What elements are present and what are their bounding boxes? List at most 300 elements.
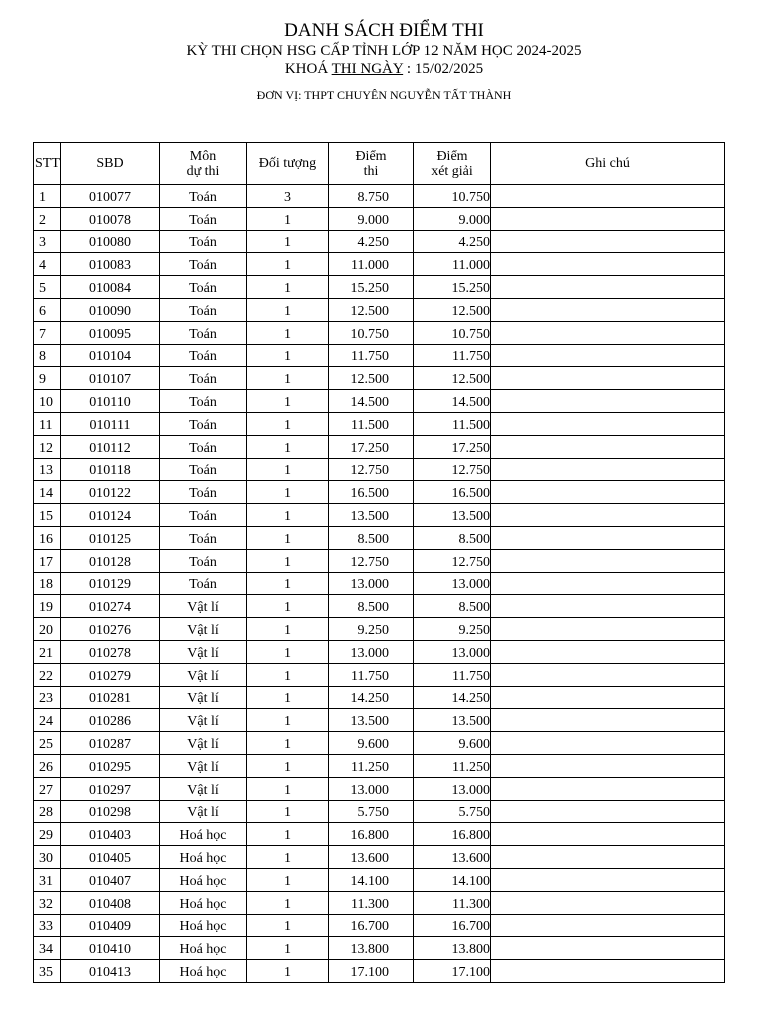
cell-notes (491, 253, 725, 276)
cell-notes (491, 207, 725, 230)
table-row (34, 458, 725, 481)
cell-stt: 1 (34, 185, 61, 208)
cell-stt: 15 (34, 504, 61, 527)
cell-notes (491, 618, 725, 641)
table-row (34, 777, 725, 800)
cell-category: 1 (247, 458, 329, 481)
award-header-line2: xét giải (431, 163, 473, 179)
cell-notes (491, 663, 725, 686)
cell-score: 14.100 (329, 868, 414, 891)
cell-score: 12.500 (329, 367, 414, 390)
col-header-award-score (414, 143, 491, 185)
cell-award-score: 14.100 (414, 868, 491, 891)
cell-award-score: 12.500 (414, 367, 491, 390)
course-date-value: : 15/02/2025 (403, 61, 484, 77)
col-header-subject (160, 143, 247, 185)
cell-subject: Toán (160, 367, 247, 390)
cell-notes (491, 526, 725, 549)
cell-category: 1 (247, 321, 329, 344)
cell-award-score: 11.250 (414, 754, 491, 777)
col-header-notes: Ghi chú (491, 143, 725, 185)
cell-subject: Hoá học (160, 846, 247, 869)
cell-notes (491, 595, 725, 618)
cell-award-score: 10.750 (414, 321, 491, 344)
cell-stt: 9 (34, 367, 61, 390)
cell-stt: 16 (34, 526, 61, 549)
subject-header-line1: Môn (189, 148, 217, 164)
cell-category: 1 (247, 868, 329, 891)
table-row (34, 937, 725, 960)
cell-score: 13.800 (329, 937, 414, 960)
table-row (34, 595, 725, 618)
cell-sbd: 010405 (61, 846, 160, 869)
cell-stt: 22 (34, 663, 61, 686)
cell-category: 1 (247, 686, 329, 709)
cell-score: 16.800 (329, 823, 414, 846)
table-row (34, 686, 725, 709)
cell-stt: 3 (34, 230, 61, 253)
cell-notes (491, 937, 725, 960)
cell-category: 1 (247, 777, 329, 800)
cell-category: 1 (247, 914, 329, 937)
cell-category: 1 (247, 504, 329, 527)
cell-award-score: 9.250 (414, 618, 491, 641)
cell-sbd: 010409 (61, 914, 160, 937)
cell-notes (491, 823, 725, 846)
table-row (34, 754, 725, 777)
cell-stt: 26 (34, 754, 61, 777)
cell-subject: Toán (160, 207, 247, 230)
cell-category: 1 (247, 800, 329, 823)
table-row (34, 207, 725, 230)
award-header-line1: Điểm (436, 148, 468, 164)
cell-stt: 18 (34, 572, 61, 595)
cell-sbd: 010122 (61, 481, 160, 504)
cell-score: 12.500 (329, 298, 414, 321)
cell-award-score: 15.250 (414, 276, 491, 299)
cell-stt: 34 (34, 937, 61, 960)
cell-stt: 2 (34, 207, 61, 230)
cell-score: 13.000 (329, 777, 414, 800)
cell-category: 1 (247, 618, 329, 641)
cell-sbd: 010295 (61, 754, 160, 777)
cell-subject: Toán (160, 321, 247, 344)
cell-sbd: 010408 (61, 891, 160, 914)
cell-score: 4.250 (329, 230, 414, 253)
table-row (34, 549, 725, 572)
cell-subject: Toán (160, 253, 247, 276)
cell-subject: Toán (160, 458, 247, 481)
cell-award-score: 12.750 (414, 549, 491, 572)
cell-score: 11.500 (329, 412, 414, 435)
cell-subject: Hoá học (160, 937, 247, 960)
cell-category: 1 (247, 960, 329, 983)
cell-sbd: 010410 (61, 937, 160, 960)
cell-notes (491, 230, 725, 253)
cell-notes (491, 891, 725, 914)
table-row (34, 618, 725, 641)
cell-stt: 10 (34, 390, 61, 413)
cell-subject: Toán (160, 435, 247, 458)
cell-award-score: 9.600 (414, 732, 491, 755)
cell-award-score: 10.750 (414, 185, 491, 208)
cell-award-score: 12.750 (414, 458, 491, 481)
cell-award-score: 13.600 (414, 846, 491, 869)
cell-notes (491, 344, 725, 367)
cell-category: 1 (247, 823, 329, 846)
cell-notes (491, 549, 725, 572)
table-row (34, 663, 725, 686)
cell-stt: 28 (34, 800, 61, 823)
cell-stt: 19 (34, 595, 61, 618)
cell-category: 1 (247, 754, 329, 777)
cell-stt: 12 (34, 435, 61, 458)
cell-score: 15.250 (329, 276, 414, 299)
cell-subject: Hoá học (160, 891, 247, 914)
cell-notes (491, 185, 725, 208)
cell-sbd: 010112 (61, 435, 160, 458)
cell-score: 11.300 (329, 891, 414, 914)
cell-notes (491, 686, 725, 709)
table-row (34, 800, 725, 823)
school-unit: ĐƠN VỊ: THPT CHUYÊN NGUYỄN TẤT THÀNH (256, 88, 512, 102)
table-row (34, 412, 725, 435)
cell-category: 1 (247, 298, 329, 321)
cell-score: 13.500 (329, 504, 414, 527)
cell-stt: 27 (34, 777, 61, 800)
cell-category: 1 (247, 595, 329, 618)
cell-notes (491, 390, 725, 413)
cell-notes (491, 298, 725, 321)
cell-subject: Toán (160, 185, 247, 208)
cell-subject: Toán (160, 481, 247, 504)
cell-award-score: 14.250 (414, 686, 491, 709)
cell-award-score: 17.250 (414, 435, 491, 458)
cell-notes (491, 868, 725, 891)
cell-sbd: 010276 (61, 618, 160, 641)
table-row (34, 526, 725, 549)
cell-category: 1 (247, 412, 329, 435)
cell-subject: Vật lí (160, 686, 247, 709)
cell-sbd: 010095 (61, 321, 160, 344)
cell-award-score: 13.000 (414, 572, 491, 595)
cell-subject: Vật lí (160, 709, 247, 732)
table-row (34, 572, 725, 595)
cell-subject: Vật lí (160, 777, 247, 800)
cell-category: 1 (247, 640, 329, 663)
cell-award-score: 14.500 (414, 390, 491, 413)
cell-award-score: 17.100 (414, 960, 491, 983)
cell-category: 1 (247, 937, 329, 960)
exam-subtitle: KỲ THI CHỌN HSG CẤP TỈNH LỚP 12 NĂM HỌC 2024-2025 (186, 43, 582, 59)
table-row (34, 709, 725, 732)
cell-score: 16.700 (329, 914, 414, 937)
cell-score: 13.600 (329, 846, 414, 869)
cell-notes (491, 914, 725, 937)
cell-stt: 31 (34, 868, 61, 891)
cell-subject: Toán (160, 504, 247, 527)
cell-category: 1 (247, 230, 329, 253)
exam-course-line (0, 61, 768, 78)
cell-notes (491, 800, 725, 823)
score-header-line2: thi (363, 163, 379, 179)
cell-award-score: 9.000 (414, 207, 491, 230)
table-row (34, 367, 725, 390)
table-row (34, 732, 725, 755)
cell-stt: 25 (34, 732, 61, 755)
cell-subject: Toán (160, 412, 247, 435)
cell-notes (491, 846, 725, 869)
cell-award-score: 16.700 (414, 914, 491, 937)
table-row (34, 435, 725, 458)
table-row (34, 390, 725, 413)
table-row (34, 504, 725, 527)
cell-score: 17.250 (329, 435, 414, 458)
cell-award-score: 13.000 (414, 640, 491, 663)
cell-stt: 4 (34, 253, 61, 276)
cell-stt: 30 (34, 846, 61, 869)
cell-sbd: 010298 (61, 800, 160, 823)
cell-subject: Toán (160, 526, 247, 549)
subject-header-line2: dự thi (186, 163, 220, 179)
cell-score: 16.500 (329, 481, 414, 504)
cell-award-score: 13.800 (414, 937, 491, 960)
table-row (34, 823, 725, 846)
cell-notes (491, 960, 725, 983)
cell-notes (491, 732, 725, 755)
cell-sbd: 010080 (61, 230, 160, 253)
cell-sbd: 010403 (61, 823, 160, 846)
cell-sbd: 010413 (61, 960, 160, 983)
cell-score: 8.500 (329, 526, 414, 549)
cell-subject: Toán (160, 572, 247, 595)
cell-award-score: 11.300 (414, 891, 491, 914)
cell-category: 1 (247, 846, 329, 869)
cell-subject: Toán (160, 549, 247, 572)
cell-category: 1 (247, 276, 329, 299)
cell-notes (491, 504, 725, 527)
cell-award-score: 5.750 (414, 800, 491, 823)
cell-award-score: 16.800 (414, 823, 491, 846)
course-prefix: KHOÁ (284, 61, 332, 77)
cell-category: 1 (247, 663, 329, 686)
cell-sbd: 010129 (61, 572, 160, 595)
cell-subject: Toán (160, 344, 247, 367)
cell-score: 9.600 (329, 732, 414, 755)
cell-score: 8.500 (329, 595, 414, 618)
cell-stt: 6 (34, 298, 61, 321)
col-header-category: Đối tượng (247, 143, 329, 185)
table-row (34, 298, 725, 321)
cell-category: 1 (247, 481, 329, 504)
table-row (34, 230, 725, 253)
cell-stt: 20 (34, 618, 61, 641)
cell-subject: Hoá học (160, 960, 247, 983)
cell-sbd: 010287 (61, 732, 160, 755)
col-header-sbd: SBD (61, 143, 160, 185)
cell-notes (491, 481, 725, 504)
cell-score: 14.500 (329, 390, 414, 413)
cell-award-score: 11.750 (414, 663, 491, 686)
cell-sbd: 010278 (61, 640, 160, 663)
cell-award-score: 11.750 (414, 344, 491, 367)
cell-stt: 35 (34, 960, 61, 983)
cell-notes (491, 321, 725, 344)
cell-category: 1 (247, 526, 329, 549)
table-row (34, 640, 725, 663)
cell-notes (491, 458, 725, 481)
cell-sbd: 010279 (61, 663, 160, 686)
cell-subject: Toán (160, 298, 247, 321)
cell-sbd: 010407 (61, 868, 160, 891)
col-header-score (329, 143, 414, 185)
cell-sbd: 010274 (61, 595, 160, 618)
cell-notes (491, 276, 725, 299)
table-row (34, 846, 725, 869)
cell-score: 9.000 (329, 207, 414, 230)
table-row (34, 344, 725, 367)
cell-stt: 29 (34, 823, 61, 846)
cell-sbd: 010104 (61, 344, 160, 367)
col-header-stt: STT (34, 143, 61, 185)
cell-score: 12.750 (329, 549, 414, 572)
cell-notes (491, 572, 725, 595)
cell-subject: Hoá học (160, 868, 247, 891)
table-row (34, 868, 725, 891)
cell-score: 12.750 (329, 458, 414, 481)
cell-score: 17.100 (329, 960, 414, 983)
table-row (34, 960, 725, 983)
cell-notes (491, 412, 725, 435)
cell-category: 3 (247, 185, 329, 208)
cell-award-score: 11.000 (414, 253, 491, 276)
cell-sbd: 010077 (61, 185, 160, 208)
cell-category: 1 (247, 367, 329, 390)
cell-category: 1 (247, 390, 329, 413)
cell-category: 1 (247, 709, 329, 732)
cell-award-score: 13.500 (414, 504, 491, 527)
cell-award-score: 13.500 (414, 709, 491, 732)
cell-sbd: 010083 (61, 253, 160, 276)
cell-award-score: 8.500 (414, 526, 491, 549)
cell-score: 13.500 (329, 709, 414, 732)
cell-sbd: 010124 (61, 504, 160, 527)
cell-score: 11.750 (329, 344, 414, 367)
cell-subject: Toán (160, 390, 247, 413)
cell-notes (491, 367, 725, 390)
table-row (34, 891, 725, 914)
cell-subject: Vật lí (160, 640, 247, 663)
cell-award-score: 4.250 (414, 230, 491, 253)
cell-score: 8.750 (329, 185, 414, 208)
cell-category: 1 (247, 253, 329, 276)
cell-subject: Hoá học (160, 914, 247, 937)
cell-award-score: 13.000 (414, 777, 491, 800)
cell-stt: 23 (34, 686, 61, 709)
cell-subject: Toán (160, 276, 247, 299)
table-row (34, 253, 725, 276)
cell-notes (491, 777, 725, 800)
cell-category: 1 (247, 891, 329, 914)
cell-category: 1 (247, 435, 329, 458)
cell-score: 14.250 (329, 686, 414, 709)
cell-stt: 7 (34, 321, 61, 344)
cell-stt: 33 (34, 914, 61, 937)
cell-score: 11.250 (329, 754, 414, 777)
cell-score: 11.000 (329, 253, 414, 276)
cell-sbd: 010084 (61, 276, 160, 299)
cell-stt: 13 (34, 458, 61, 481)
cell-sbd: 010118 (61, 458, 160, 481)
score-table (33, 142, 725, 983)
cell-subject: Hoá học (160, 823, 247, 846)
cell-sbd: 010281 (61, 686, 160, 709)
cell-award-score: 8.500 (414, 595, 491, 618)
cell-subject: Vật lí (160, 595, 247, 618)
cell-score: 13.000 (329, 572, 414, 595)
cell-stt: 14 (34, 481, 61, 504)
cell-subject: Vật lí (160, 754, 247, 777)
page-title: DANH SÁCH ĐIỂM THI (284, 20, 484, 41)
table-row (34, 321, 725, 344)
table-row (34, 276, 725, 299)
cell-category: 1 (247, 207, 329, 230)
cell-notes (491, 640, 725, 663)
cell-category: 1 (247, 344, 329, 367)
cell-stt: 21 (34, 640, 61, 663)
table-row (34, 481, 725, 504)
cell-sbd: 010110 (61, 390, 160, 413)
cell-category: 1 (247, 549, 329, 572)
cell-score: 5.750 (329, 800, 414, 823)
cell-stt: 11 (34, 412, 61, 435)
cell-award-score: 11.500 (414, 412, 491, 435)
cell-award-score: 12.500 (414, 298, 491, 321)
cell-sbd: 010111 (61, 412, 160, 435)
course-date-label: THI NGÀY (331, 61, 404, 77)
cell-subject: Toán (160, 230, 247, 253)
cell-sbd: 010297 (61, 777, 160, 800)
cell-score: 13.000 (329, 640, 414, 663)
cell-score: 9.250 (329, 618, 414, 641)
cell-subject: Vật lí (160, 618, 247, 641)
table-header-row (34, 143, 725, 185)
cell-score: 10.750 (329, 321, 414, 344)
cell-award-score: 16.500 (414, 481, 491, 504)
cell-stt: 17 (34, 549, 61, 572)
cell-stt: 24 (34, 709, 61, 732)
cell-sbd: 010078 (61, 207, 160, 230)
cell-notes (491, 435, 725, 458)
cell-notes (491, 754, 725, 777)
table-row (34, 185, 725, 208)
cell-sbd: 010107 (61, 367, 160, 390)
cell-sbd: 010128 (61, 549, 160, 572)
cell-stt: 32 (34, 891, 61, 914)
table-row (34, 914, 725, 937)
cell-subject: Vật lí (160, 732, 247, 755)
cell-notes (491, 709, 725, 732)
cell-category: 1 (247, 732, 329, 755)
score-header-line1: Điểm (355, 148, 387, 164)
cell-stt: 5 (34, 276, 61, 299)
cell-sbd: 010286 (61, 709, 160, 732)
cell-category: 1 (247, 572, 329, 595)
cell-sbd: 010090 (61, 298, 160, 321)
cell-subject: Vật lí (160, 663, 247, 686)
cell-sbd: 010125 (61, 526, 160, 549)
cell-score: 11.750 (329, 663, 414, 686)
